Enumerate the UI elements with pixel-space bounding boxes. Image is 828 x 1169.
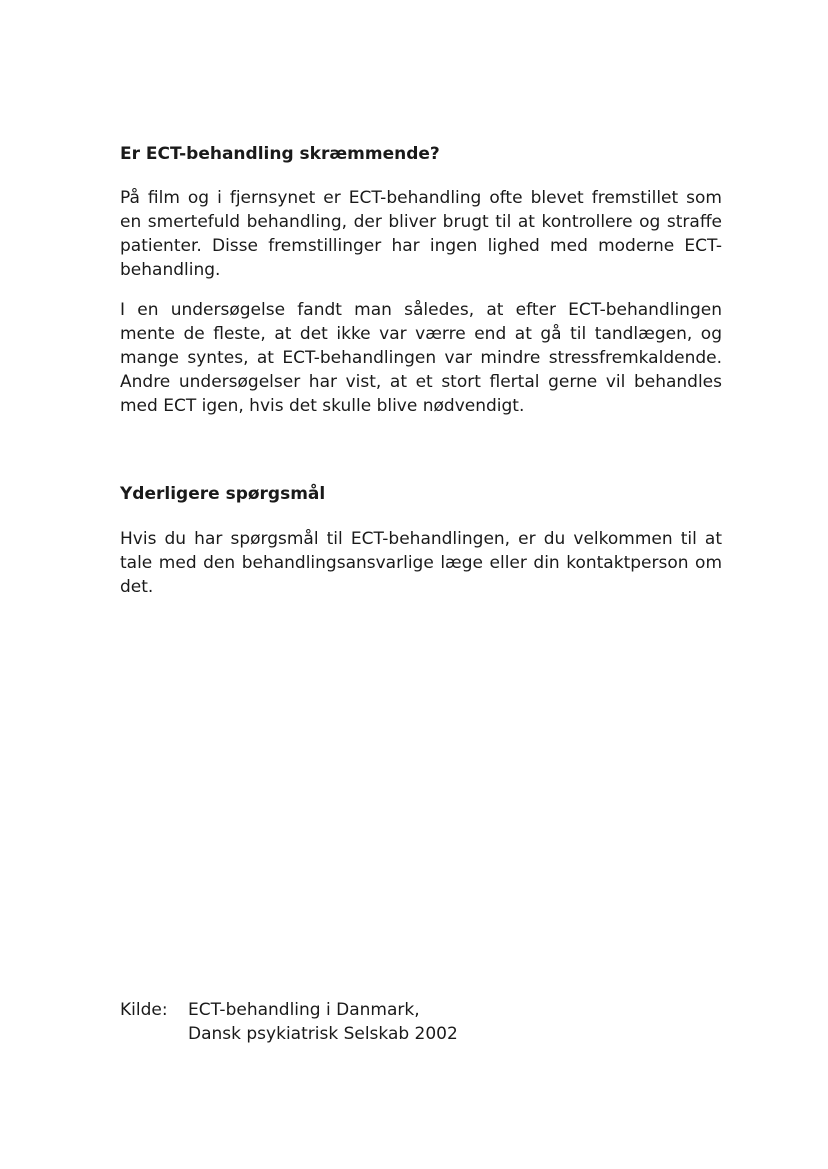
paragraph-questions: Hvis du har spørgsmål til ECT-behandlingen, er du velkommen til at tale med den behandlingsansvarlige læge eller din kontaktperson om det. (120, 529, 722, 597)
source-label: Kilde: (120, 1000, 168, 1020)
section-heading-ect-scary: Er ECT-behandling skræmmende? (120, 144, 440, 164)
paragraph-film-tv: På film og i fjernsynet er ECT-behandling ofte blevet fremstillet som en smertefuld behandling, der bliver brugt til at kontrollere og straffe patienter. Disse fremstillinger har ingen lighed med moderne ECT-behandling. (120, 188, 722, 280)
document-page (120, 0, 722, 1169)
paragraph-survey: I en undersøgelse fandt man således, at efter ECT-behandlingen mente de fleste, at det ikke var værre end at gå til tandlægen, og mange syntes, at ECT-behandlingen var mindre stressfremkaldende. Andre undersøgelser har vist, at et stort flertal gerne vil behandles med ECT igen, hvis det skulle blive nødvendigt. (120, 300, 722, 416)
source-lines (188, 998, 458, 1046)
source-publisher: Dansk psykiatrisk Selskab 2002 (188, 1024, 458, 1044)
source-title: ECT-behandling i Danmark, (188, 1000, 420, 1020)
section-heading-further-questions: Yderligere spørgsmål (120, 484, 326, 504)
source-citation (120, 998, 458, 1046)
